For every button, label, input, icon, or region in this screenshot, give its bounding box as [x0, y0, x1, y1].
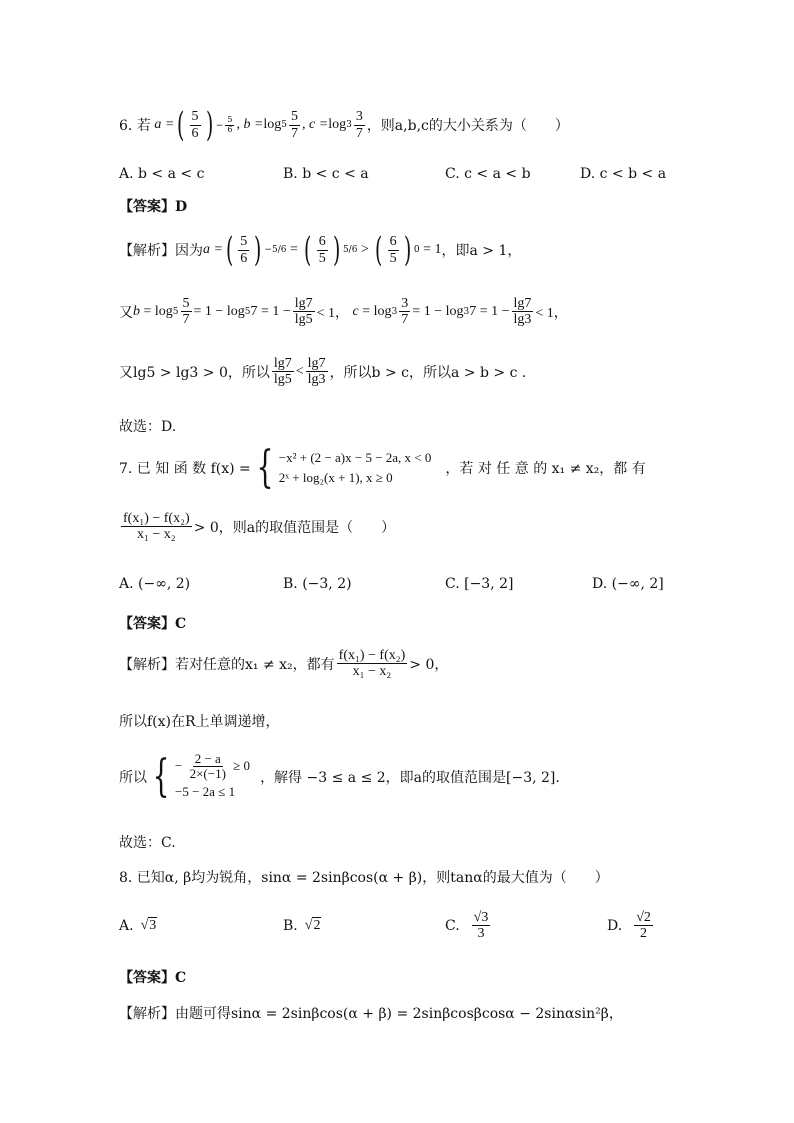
q7-analysis-l3-prefix: 所以	[119, 769, 147, 786]
q7-analysis-prefix: 【解析】若对任意的x₁ ≠ x₂，都有	[119, 656, 335, 673]
q6-analysis-l3: 又lg5 > lg3 > 0，所以	[119, 364, 270, 381]
q7-option-a: A. (−∞, 2)	[119, 576, 191, 592]
q8-answer: 【答案】C	[119, 970, 187, 986]
q8-option-c: C. $\frac{√3}{3}$	[445, 910, 489, 942]
q6-analysis-suffix: ，即a > 1，	[441, 243, 522, 259]
q6-stem-prefix: 6. 若	[119, 118, 151, 134]
q6-option-a: A. b < a < c	[119, 166, 205, 182]
q8-option-c-label: C.	[445, 917, 460, 934]
q8-option-a-label: A.	[119, 918, 134, 934]
q6-answer: 【答案】D	[119, 199, 188, 215]
q8-analysis: 【解析】由题可得sinα = 2sinβcos(α + β) = 2sinβcosβcosα − 2sinαsin²β，	[119, 1006, 623, 1022]
q6-option-c: C. c < a < b	[445, 166, 531, 182]
q6-option-d: D. c < b < a	[580, 166, 667, 182]
q7-case1: −x² + (2 − a)x − 5 − 2a, x < 0	[278, 449, 432, 465]
q8-option-a: A. √3	[119, 918, 157, 934]
q7-stem: 7. 已 知 函 数 f(x) = { −x² + (2 − a)x − 5 − 2a, x < 0 2ˣ + log₂(x + 1), x ≥ 0 ，若 对 任 意 的 x₁ ≠ x₂，都 有	[119, 442, 646, 493]
q8-stem: 8. 已知α, β均为锐角，sinα = 2sinβcos(α + β)，则tanα的最大值为（ ）	[119, 870, 609, 886]
q7-stem-prefix: 7. 已 知 函 数 f(x) =	[119, 461, 251, 477]
q7-option-d: D. (−∞, 2]	[592, 576, 664, 592]
q8-option-d-label: D.	[607, 917, 623, 934]
q6-analysis-line1: 【解析】因为 a = ( $\frac{5}{6}$ ) −5/6 = ( $\frac{6}{5}$ ) 5/6 > ( $\frac{6}{5}$ ) 0 = 1 ，即a > 1，	[119, 230, 522, 270]
q6-analysis-l3-mid: ，所以b > c，所以a > b > c .	[329, 364, 527, 381]
q8-option-b: B. √2	[283, 918, 321, 934]
q7-line2-suffix: > 0，则a的取值范围是（ ）	[193, 519, 396, 536]
q6-analysis-line2: 又 b = log 5 $\frac{5}{7}$ = 1 − log 5 7 = 1 − $\frac{\lg 7}{\lg 5}$ < 1， c = log 3 $\frac{3}{7}$ = 1 − log 3 7 = 1 − $\frac{\lg 7}{\lg 3}$ < 1，	[119, 296, 568, 328]
q7-analysis-l3-suffix: ，解得 −3 ≤ a ≤ 2，即a的取值范围是[−3, 2].	[260, 769, 560, 786]
q8-option-d: D. $\frac{√2}{2}$	[607, 910, 651, 942]
q6-option-b: B. b < c < a	[283, 166, 369, 182]
q7-answer: 【答案】C	[119, 616, 187, 632]
q7-conclusion: 故选：C.	[119, 835, 176, 851]
q6-analysis-l2-prefix: 又	[119, 304, 133, 321]
q6-stem: 6. 若 a = ( $\frac{5}{6}$ ) − $\frac{5}{6}$ , b = log 5 $\frac{5}{7}$ , c = log 3 $\frac{3}{7}$ ，则a,b,c的大小关系为（ ）	[119, 105, 569, 145]
q7-option-c: C. [−3, 2]	[445, 576, 514, 592]
q6-conclusion: 故选：D.	[119, 419, 177, 435]
q7-analysis-line1: 【解析】若对任意的x₁ ≠ x₂，都有 $\frac{\text{f(x₁) − f(x₂)}}{\text{x₁ − x₂}}$ > 0，	[119, 648, 449, 680]
q7-stem-line2: $\frac{\text{f(x₁) − f(x₂)}}{\text{x₁ − x₂}}$ > 0，则a的取值范围是（ ）	[123, 511, 396, 543]
q7-stem-suffix: ，若 对 任 意 的 x₁ ≠ x₂，都 有	[445, 461, 646, 477]
q6-analysis-prefix: 【解析】因为	[119, 243, 203, 259]
q8-option-b-label: B.	[283, 918, 298, 934]
q7-option-b: B. (−3, 2)	[283, 576, 352, 592]
q6-analysis-line3: 又lg5 > lg3 > 0，所以 $\frac{\lg 7}{\lg 5}$ < $\frac{\lg 7}{\lg 3}$ ，所以b > c，所以a > b > c .	[119, 356, 527, 388]
q7-case2: 2ˣ + log₂(x + 1), x ≥ 0	[278, 470, 393, 485]
q7-analysis-suffix: > 0，	[409, 656, 449, 673]
q7-analysis-line3: 所以 { − $\frac{2 - a}{2\times(-1)}$ ≥ 0 −5 − 2a ≤ 1 ，解得 −3 ≤ a ≤ 2，即a的取值范围是[−3, 2].	[119, 750, 560, 802]
q6-stem-suffix: ，则a,b,c的大小关系为（ ）	[366, 118, 569, 134]
q7-analysis-line2: 所以f(x)在R上单调递增，	[119, 714, 280, 730]
